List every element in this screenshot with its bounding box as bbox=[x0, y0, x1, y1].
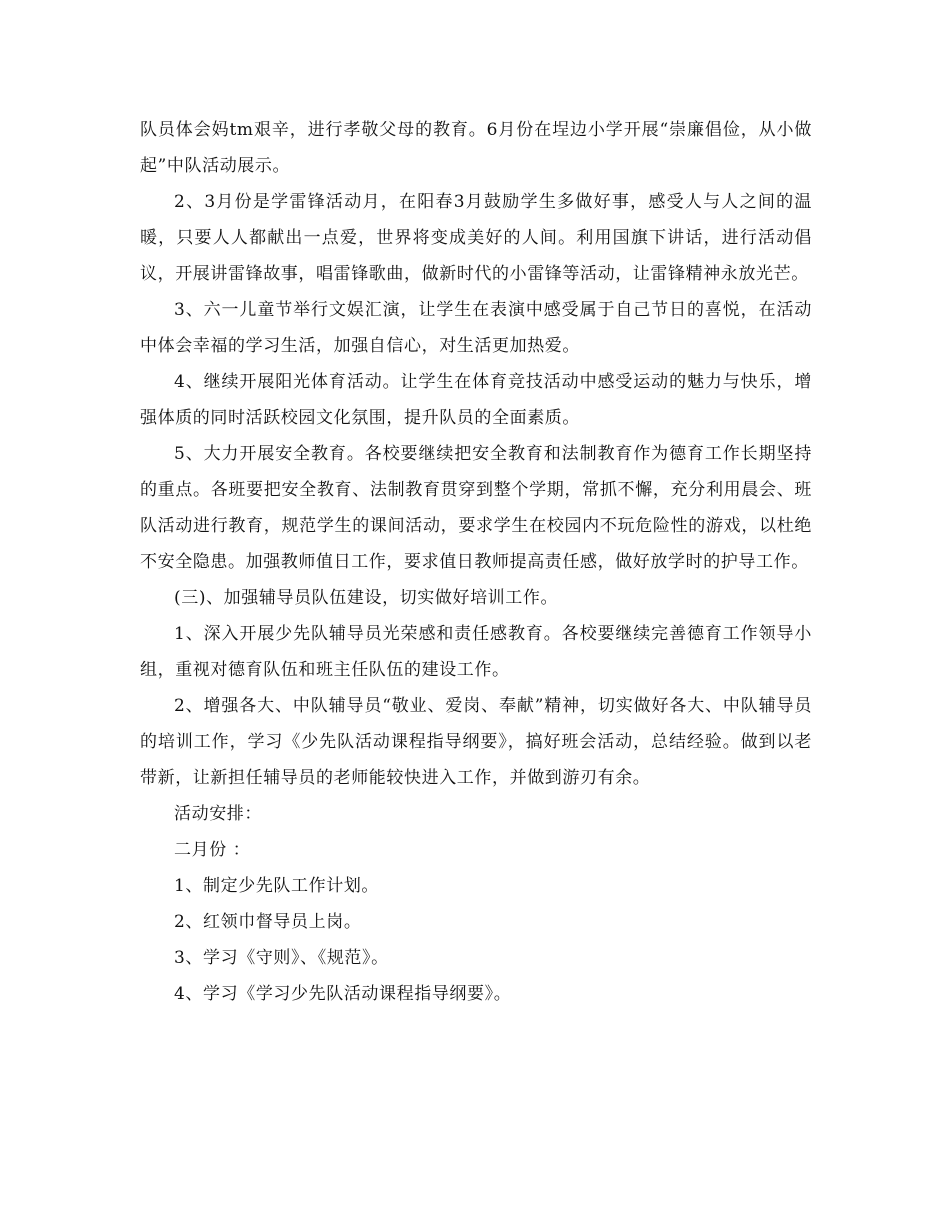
document-body bbox=[140, 112, 812, 1012]
activity-heading: 活动安排： bbox=[174, 804, 262, 824]
paragraph: 4、继续开展阳光体育活动。让学生在体育竞技活动中感受运动的魅力与快乐，增强体质的同时活跃校园文化氛围，提升队员的全面素质。 bbox=[140, 372, 812, 428]
list-item: 2、红领巾督导员上岗。 bbox=[174, 912, 362, 932]
paragraph: 队员体会妈tm艰辛，进行孝敬父母的教育。6月份在埕边小学开展“崇廉倡俭，从小做起”中队活动展示。 bbox=[140, 120, 812, 176]
section-heading: (三)、加强辅导员队伍建设，切实做好培训工作。 bbox=[174, 588, 559, 608]
month-heading: 二月份 ： bbox=[174, 840, 251, 860]
paragraph: 3、六一儿童节举行文娱汇演，让学生在表演中感受属于自己节日的喜悦，在活动中体会幸福的学习生活，加强自信心，对生活更加热爱。 bbox=[140, 300, 812, 356]
paragraph: 2、增强各大、中队辅导员“敬业、爱岗、奉献”精神，切实做好各大、中队辅导员的培训工作，学习《少先队活动课程指导纲要》，搞好班会活动，总结经验。做到以老带新，让新担任辅导员的老师能较快进入工作，并做到游刃有余。 bbox=[140, 696, 812, 788]
paragraph: 2、3月份是学雷锋活动月，在阳春3月鼓励学生多做好事，感受人与人之间的温暖，只要人人都献出一点爱，世界将变成美好的人间。利用国旗下讲话，进行活动倡议，开展讲雷锋故事，唱雷锋歌曲，做新时代的小雷锋等活动，让雷锋精神永放光芒。 bbox=[140, 192, 812, 284]
paragraph: 1、深入开展少先队辅导员光荣感和责任感教育。各校要继续完善德育工作领导小组，重视对德育队伍和班主任队伍的建设工作。 bbox=[140, 624, 812, 680]
list-item: 1、制定少先队工作计划。 bbox=[174, 876, 380, 896]
paragraph: 5、大力开展安全教育。各校要继续把安全教育和法制教育作为德育工作长期坚持的重点。各班要把安全教育、法制教育贯穿到整个学期，常抓不懈，充分利用晨会、班队活动进行教育，规范学生的课间活动，要求学生在校园内不玩危险性的游戏，以杜绝不安全隐患。加强教师值日工作，要求值日教师提高责任感，做好放学时的护导工作。 bbox=[140, 444, 812, 572]
list-item: 3、学习《守则》、《规范》。 bbox=[174, 948, 389, 968]
list-item: 4、学习《学习少先队活动课程指导纲要》。 bbox=[174, 984, 512, 1004]
